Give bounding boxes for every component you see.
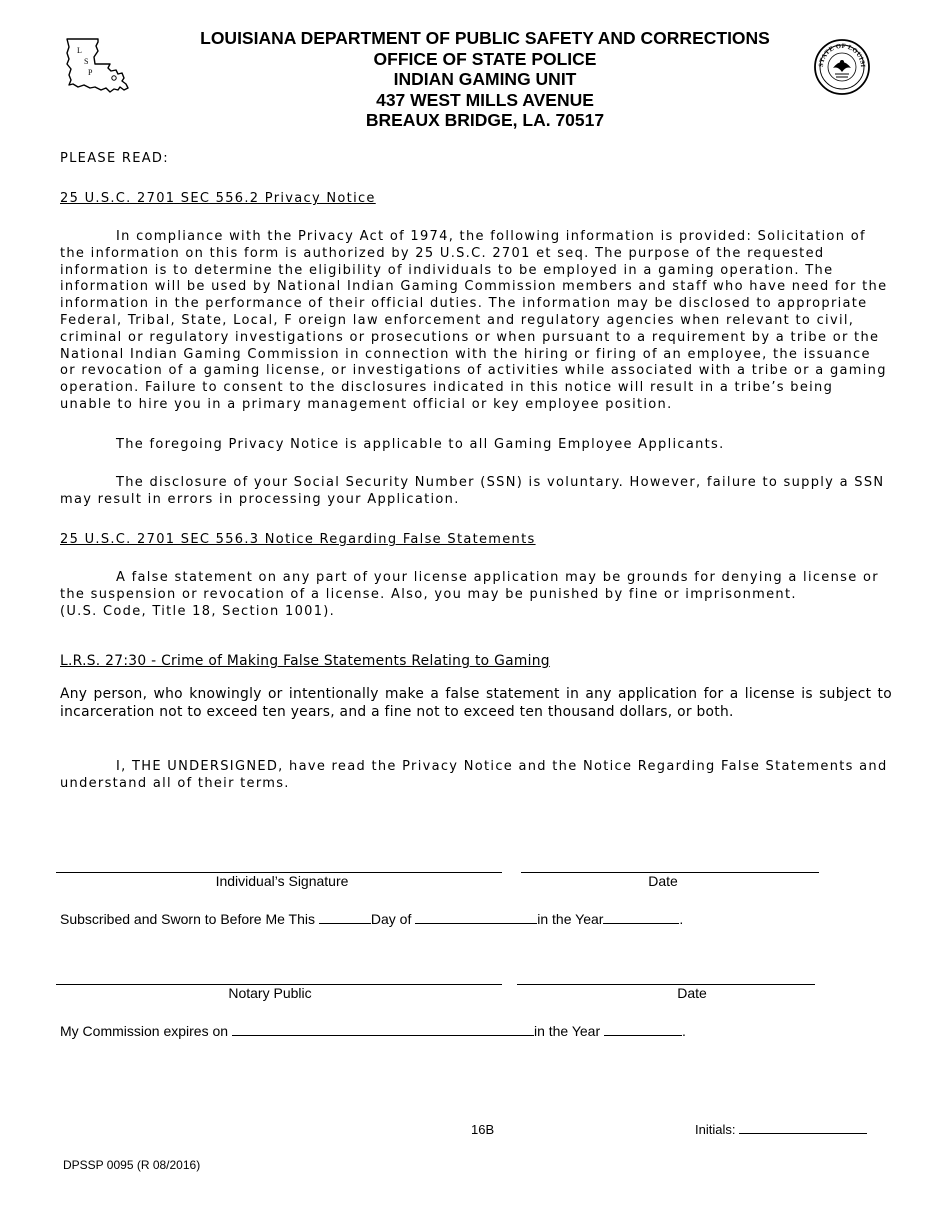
sworn-day-field[interactable] [319,922,371,924]
page-code: 16B [471,1122,495,1137]
lrs-paragraph: Any person, who knowingly or intentionally make a false statement in any application for a license is subject to incarceration not to exceed ten years, and a fine not to exceed ten thousand dollars, or both. [60,686,892,720]
acknowledgement-block [60,759,890,793]
commission-in-the-year: in the Year [533,1023,601,1039]
ssn-statement: The disclosure of your Social Security Number (SSN) is voluntary. However, failure to supply a SSN may result in errors in processing your Application. [60,475,885,507]
applicable-statement: The foregoing Privacy Notice is applicable to all Gaming Employee Applicants. [116,437,725,452]
signature-label: Individual’s Signature [215,873,349,889]
false-statements-heading: 25 U.S.C. 2701 SEC 556.3 Notice Regarding False Statements [60,532,536,547]
form-number: DPSSP 0095 (R 08/2016) [63,1158,201,1172]
header-line-department: LOUISIANA DEPARTMENT OF PUBLIC SAFETY AND CORRECTIONS [200,28,770,48]
sworn-in-the-year: in the Year [537,911,604,927]
louisiana-map-icon [64,37,132,95]
sworn-month-field[interactable] [415,922,537,924]
false-statements-citation: (U.S. Code, Title 18, Section 1001). [60,603,336,619]
false-statements-section [60,532,890,549]
logo-letter-l: L [77,46,82,55]
privacy-section [60,191,890,208]
header-line-office: OFFICE OF STATE POLICE [373,48,597,69]
lrs-section [60,653,892,671]
privacy-paragraph: In compliance with the Privacy Act of 1974, the following information is provided: Solicitation of the information on this form is authorized by 25 U.S.C. 2701 et seq. The purpose of the requested information is to determine the eligibility of individuals to be employed in a gaming operation. The information will be used by National Indian Gaming Commission members and staff who have need for the information in the performance of their official duties. The information may be disclosed to appropriate Federal, Tribal, State, Local, F oreign law enforcement and regulatory agencies when relevant to civil, criminal or regulatory investigations or prosecutions or when pursuant to a requirement by a tribe or the National Indian Gaming Commission in connection with the hiring or firing of an employee, the issuance or revocation of a gaming license, or investigations of activities while associated with a tribe or a gaming operation. Failure to consent to the disclosures indicated in this notice will result in a tribe’s being unable to hire you in a primary management official or key employee position. [60,229,888,412]
applicable-block [60,437,890,454]
lrs-heading: L.R.S. 27:30 - Crime of Making False Statements Relating to Gaming [60,653,550,669]
sworn-prefix: Subscribed and Sworn to Before Me This [60,911,315,927]
initials-row [695,1122,867,1137]
logo-letter-p: P [88,68,93,77]
commission-year-field[interactable] [604,1034,682,1036]
privacy-paragraph-block [60,229,890,414]
commission-expiry-field[interactable] [232,1034,534,1036]
privacy-notice-heading: 25 U.S.C. 2701 SEC 556.2 Privacy Notice [60,191,376,206]
commission-prefix: My Commission expires on [60,1023,229,1039]
sworn-day-of: Day of [370,911,412,927]
initials-field[interactable] [739,1132,867,1134]
header-line-street: 437 WEST MILLS AVENUE [376,89,594,110]
state-seal-icon [813,38,871,96]
notary-label: Notary Public [228,985,312,1001]
false-statements-block [60,570,890,620]
ssn-block [60,475,890,509]
state-seal [813,38,871,101]
sworn-year-field[interactable] [603,922,679,924]
notary-date-label: Date [677,985,707,1001]
signature-date-label: Date [648,873,678,889]
lsp-logo [64,37,132,100]
sworn-period: . [679,911,684,927]
acknowledgement-statement: I, THE UNDERSIGNED, have read the Privacy Notice and the Notice Regarding False Statements and understand all of their terms. [60,759,888,791]
seal-text: STATE OF LOUISI [817,42,867,68]
commission-row [60,1023,686,1039]
initials-label: Initials: [695,1122,736,1137]
please-read-label: PLEASE READ: [60,151,169,166]
commission-period: . [682,1023,686,1039]
sworn-statement-row [60,911,683,927]
false-statements-paragraph: A false statement on any part of your license application may be grounds for denying a license or the suspension or revocation of a license. Also, you may be punished by fine or imprisonment. [60,570,879,602]
logo-letter-s: S [84,57,89,66]
header-line-unit: INDIAN GAMING UNIT [393,69,577,89]
header-line-city: BREAUX BRIDGE, LA. 70517 [365,110,605,130]
document-header [150,28,820,131]
